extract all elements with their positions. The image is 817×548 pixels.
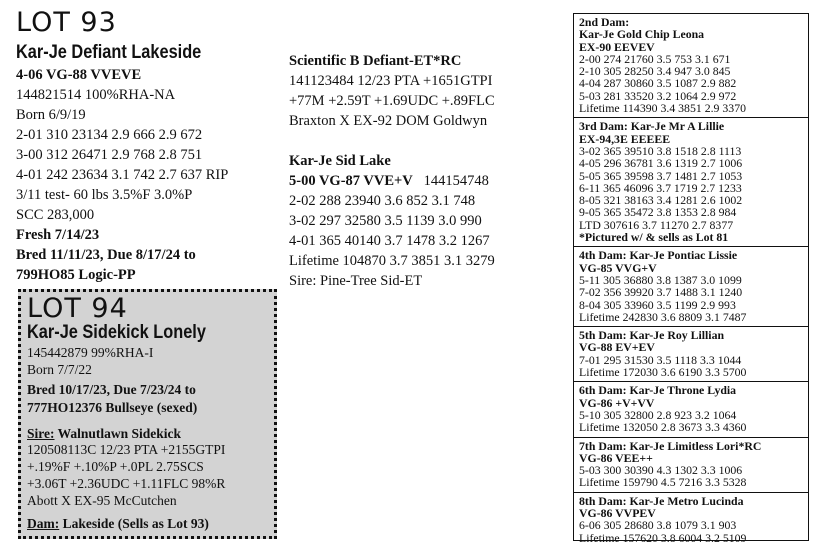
pedigree-header-line: VG-88 EV+EV — [579, 340, 655, 355]
pedigree-record-line: 6-06 305 28680 3.8 1079 3.1 903 — [579, 518, 737, 533]
lot-93-line: Bred 11/11/23, Due 8/17/24 to — [16, 247, 196, 263]
pedigree-record-line: 6-11 365 46096 3.7 1719 2.7 1233 — [579, 180, 742, 195]
pedigree-record-line: 5-03 300 30390 4.3 1302 3.3 1006 — [579, 463, 743, 478]
lot-94-box — [18, 289, 277, 539]
lot-94-sire-name: Walnutlawn Sidekick — [57, 426, 182, 441]
lot-94-sire — [27, 425, 181, 442]
pedigree-header-line: EX-94,3E EEEEE — [579, 131, 671, 146]
sid-lake-class-line: 5-00 VG-87 VVE+V — [289, 173, 413, 189]
pedigree-record-line: Lifetime 157620 3.8 6004 3.2 5109 — [579, 530, 747, 545]
sire-93-details — [289, 71, 495, 131]
pedigree-record-line: 4-04 287 30860 3.5 1087 2.9 882 — [579, 76, 737, 91]
pedigree-section — [574, 246, 808, 326]
sid-lake-line: Sire: Pine-Tree Sid-ET — [289, 273, 423, 289]
pedigree-section — [574, 14, 808, 117]
pedigree-record-line: 9-05 365 35472 3.8 1353 2.8 984 — [579, 205, 737, 220]
pedigree-record-line: 2-10 305 28250 3.4 947 3.0 845 — [579, 64, 731, 79]
lot-94-sire-details — [27, 441, 225, 509]
lot-93-cow-name: Kar-Je Defiant Lakeside — [16, 42, 202, 63]
lot-93-title: LOT 93 — [16, 7, 117, 38]
sid-lake-name: Kar-Je Sid Lake — [289, 153, 391, 169]
sid-lake-class — [289, 171, 489, 191]
pedigree-header-line: 3rd Dam: Kar-Je Mr A Lillie — [579, 119, 725, 134]
pedigree-record-line: Lifetime 114390 3.4 3851 2.9 3370 — [579, 101, 746, 116]
lot-93-line: 3/11 test- 60 lbs 3.5%F 3.0%P — [16, 187, 193, 203]
pedigree-note: *Pictured w/ & sells as Lot 81 — [579, 230, 729, 245]
lot-94-dam-label: Dam: — [27, 516, 60, 531]
sire-93-line: Braxton X EX-92 DOM Goldwyn — [289, 113, 488, 129]
sid-lake-line: 4-01 365 40140 3.7 1478 3.2 1267 — [289, 233, 490, 249]
lot-93-line: SCC 283,000 — [16, 207, 95, 223]
lot-94-sire-label: Sire: — [27, 426, 55, 441]
sire-93-name: Scientific B Defiant-ET*RC — [289, 53, 462, 69]
lot-93-line: 4-06 VG-88 VVEVE — [16, 67, 142, 83]
lot-93-line: 2-01 310 23134 2.9 666 2.9 672 — [16, 127, 203, 143]
lot-93-line: 144821514 100%RHA-NA — [16, 87, 176, 103]
pedigree-header-line: VG-86 VEE++ — [579, 450, 653, 465]
pedigree-section — [574, 117, 808, 246]
lot-94-bred-1: Bred 10/17/23, Due 7/23/24 to — [27, 382, 196, 397]
lot-94-bred-2: 777HO12376 Bullseye (sexed) — [27, 400, 198, 415]
sire-93-line: 141123484 12/23 PTA +1651GTPI — [289, 73, 493, 89]
pedigree-header-line: 4th Dam: Kar-Je Pontiac Lissie — [579, 248, 738, 263]
lot-94-sire-line: 120508113C 12/23 PTA +2155GTPI — [27, 442, 226, 457]
lot-94-born: Born 7/7/22 — [27, 362, 92, 377]
pedigree-header-line: 8th Dam: Kar-Je Metro Lucinda — [579, 493, 744, 508]
pedigree-record-line: 8-04 305 33960 3.5 1199 2.9 993 — [579, 297, 736, 312]
sid-lake-id: 144154748 — [423, 173, 489, 189]
pedigree-record-line: 8-05 321 38163 3.4 1281 2.6 1002 — [579, 193, 743, 208]
sid-lake-line: 2-02 288 23940 3.6 852 3.1 748 — [289, 193, 476, 209]
lot-94-id: 145442879 99%RHA-I — [27, 345, 154, 360]
lot-94-sire-line: +.19%F +.10%P +.0PL 2.75SCS — [27, 459, 204, 474]
sid-lake-line: 3-02 297 32580 3.5 1139 3.0 990 — [289, 213, 482, 229]
pedigree-record-line: 2-00 274 21760 3.5 753 3.1 671 — [579, 51, 731, 66]
pedigree-record-line: LTD 307616 3.7 11270 2.7 8377 — [579, 217, 734, 232]
pedigree-record-line: 7-02 356 39920 3.7 1488 3.1 1240 — [579, 285, 743, 300]
lot-93-line: Born 6/9/19 — [16, 107, 86, 123]
pedigree-header-line: VG-86 VVPEV — [579, 505, 656, 520]
lot-93-line: Fresh 7/14/23 — [16, 227, 100, 243]
lot-93-line: 799HO85 Logic-PP — [16, 267, 136, 283]
sid-lake-line: Lifetime 104870 3.7 3851 3.1 3279 — [289, 253, 495, 269]
sire-93-line: +77M +2.59T +1.69UDC +.89FLC — [289, 93, 495, 109]
lot-94-dam — [27, 515, 209, 532]
lot-94-sire-line: +3.06T +2.36UDC +1.11FLC 98%R — [27, 476, 226, 491]
pedigree-record-line: 5-05 365 39598 3.7 1481 2.7 1053 — [579, 168, 743, 183]
lot-94-title: LOT 94 — [27, 293, 128, 324]
pedigree-record-line: Lifetime 132050 2.8 3673 3.3 4360 — [579, 420, 747, 435]
pedigree-section — [574, 492, 808, 547]
pedigree-record-line: 7-01 295 31530 3.5 1118 3.3 1044 — [579, 352, 742, 367]
lot-93-line: 4-01 242 23634 3.1 742 2.7 637 RIP — [16, 167, 229, 183]
lot-94-dam-text: Lakeside (Sells as Lot 93) — [62, 516, 209, 531]
pedigree-record-line: Lifetime 172030 3.6 6190 3.3 5700 — [579, 365, 747, 380]
lot-93-line: 3-00 312 26471 2.9 768 2.8 751 — [16, 147, 203, 163]
sid-lake-details — [289, 191, 495, 291]
pedigree-header-line: 6th Dam: Kar-Je Throne Lydia — [579, 383, 737, 398]
pedigree-record-line: 5-11 305 36880 3.8 1387 3.0 1099 — [579, 272, 742, 287]
pedigree-header-line: 2nd Dam: — [579, 15, 630, 29]
pedigree-section — [574, 326, 808, 381]
pedigree-record-line: 5-10 305 32800 2.8 923 3.2 1064 — [579, 407, 737, 422]
pedigree-header-line: VG-85 VVG+V — [579, 260, 657, 275]
lot-93-details — [16, 65, 228, 285]
pedigree-header-line: Kar-Je Gold Chip Leona — [579, 27, 705, 42]
pedigree-header-line: EX-90 EEVEV — [579, 39, 655, 54]
pedigree-section — [574, 381, 808, 436]
pedigree-record-line: 3-02 365 39510 3.8 1518 2.8 1113 — [579, 143, 742, 158]
pedigree-header-line: 7th Dam: Kar-Je Limitless Lori*RC — [579, 438, 762, 453]
pedigree-section — [574, 437, 808, 492]
lot-94-sire-line: Abott X EX-95 McCutchen — [27, 493, 177, 508]
pedigree-record-line: Lifetime 159790 4.5 7216 3.3 5328 — [579, 475, 747, 490]
pedigree-header-line: 5th Dam: Kar-Je Roy Lillian — [579, 328, 725, 343]
pedigree-record-line: 4-05 296 36781 3.6 1319 2.7 1006 — [579, 156, 743, 171]
pedigree-box — [573, 13, 809, 545]
pedigree-header-line: VG-86 +V+VV — [579, 395, 655, 410]
pedigree-record-line: Lifetime 242830 3.6 8809 3.1 7487 — [579, 309, 747, 324]
pedigree-record-line: 5-03 281 33520 3.2 1064 2.9 972 — [579, 88, 737, 103]
lot-94-cow-name: Kar-Je Sidekick Lonely — [27, 322, 206, 343]
